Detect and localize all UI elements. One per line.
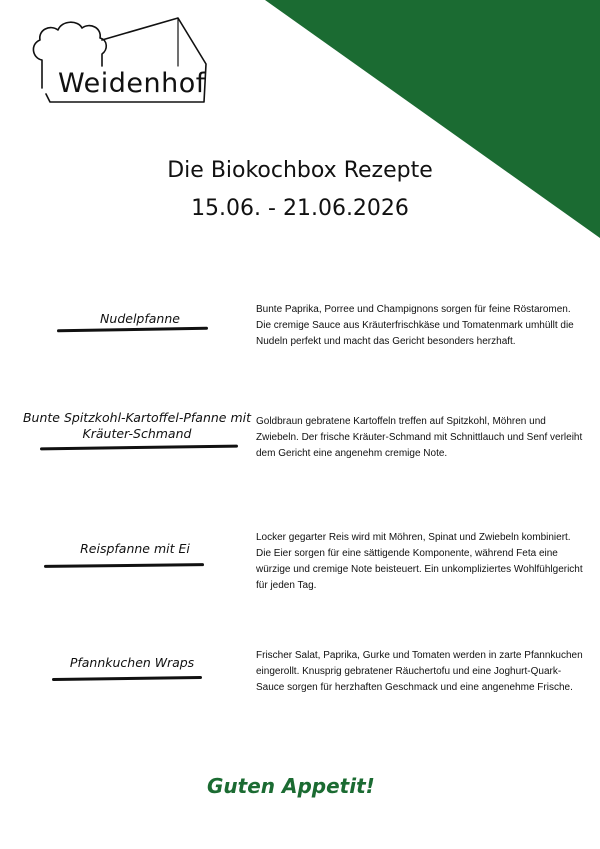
recipe-name: Bunte Spitzkohl-Kartoffel-Pfanne mit Kräuter-Schmand — [22, 410, 252, 441]
brand-name: Weidenhof — [58, 68, 206, 99]
recipe-name: Nudelpfanne — [100, 311, 180, 326]
recipe-name: Reispfanne mit Ei — [80, 541, 190, 556]
recipe-description: Goldbraun gebratene Kartoffeln treffen auf Spitzkohl, Möhren und Zwiebeln. Der frische Kräuter-Schmand mit Schnittlauch und Senf verleiht dem Gericht eine angenehm cremige Note. — [256, 416, 583, 459]
date-range: 15.06. - 21.06.2026 — [191, 196, 409, 221]
page-title: Die Biokochbox Rezepte — [167, 158, 433, 183]
recipe-description: Bunte Paprika, Porree und Champignons sorgen für feine Röstaromen. Die cremige Sauce aus Kräuterfrischkäse und Tomatenmark umhüllt die Nudeln perfekt und macht das Gericht besonders herzhaft. — [256, 304, 574, 347]
closing-greeting: Guten Appetit! — [207, 774, 375, 798]
recipe-name: Pfannkuchen Wraps — [69, 655, 195, 670]
recipe-description: Frischer Salat, Paprika, Gurke und Tomaten werden in zarte Pfannkuchen eingerollt. Knusprig gebratener Räuchertofu und eine Joghurt-Quark-Sauce sorgen für herzhaften Geschmack und eine angenehme Frische. — [256, 650, 583, 693]
recipe-description: Locker gegarter Reis wird mit Möhren, Spinat und Zwiebeln kombiniert. Die Eier sorgen für eine sättigende Komponente, während Feta eine würzige und cremige Note beisteuert. Ein unkompliziertes Wohlfühlgericht für jeden Tag. — [256, 532, 583, 591]
